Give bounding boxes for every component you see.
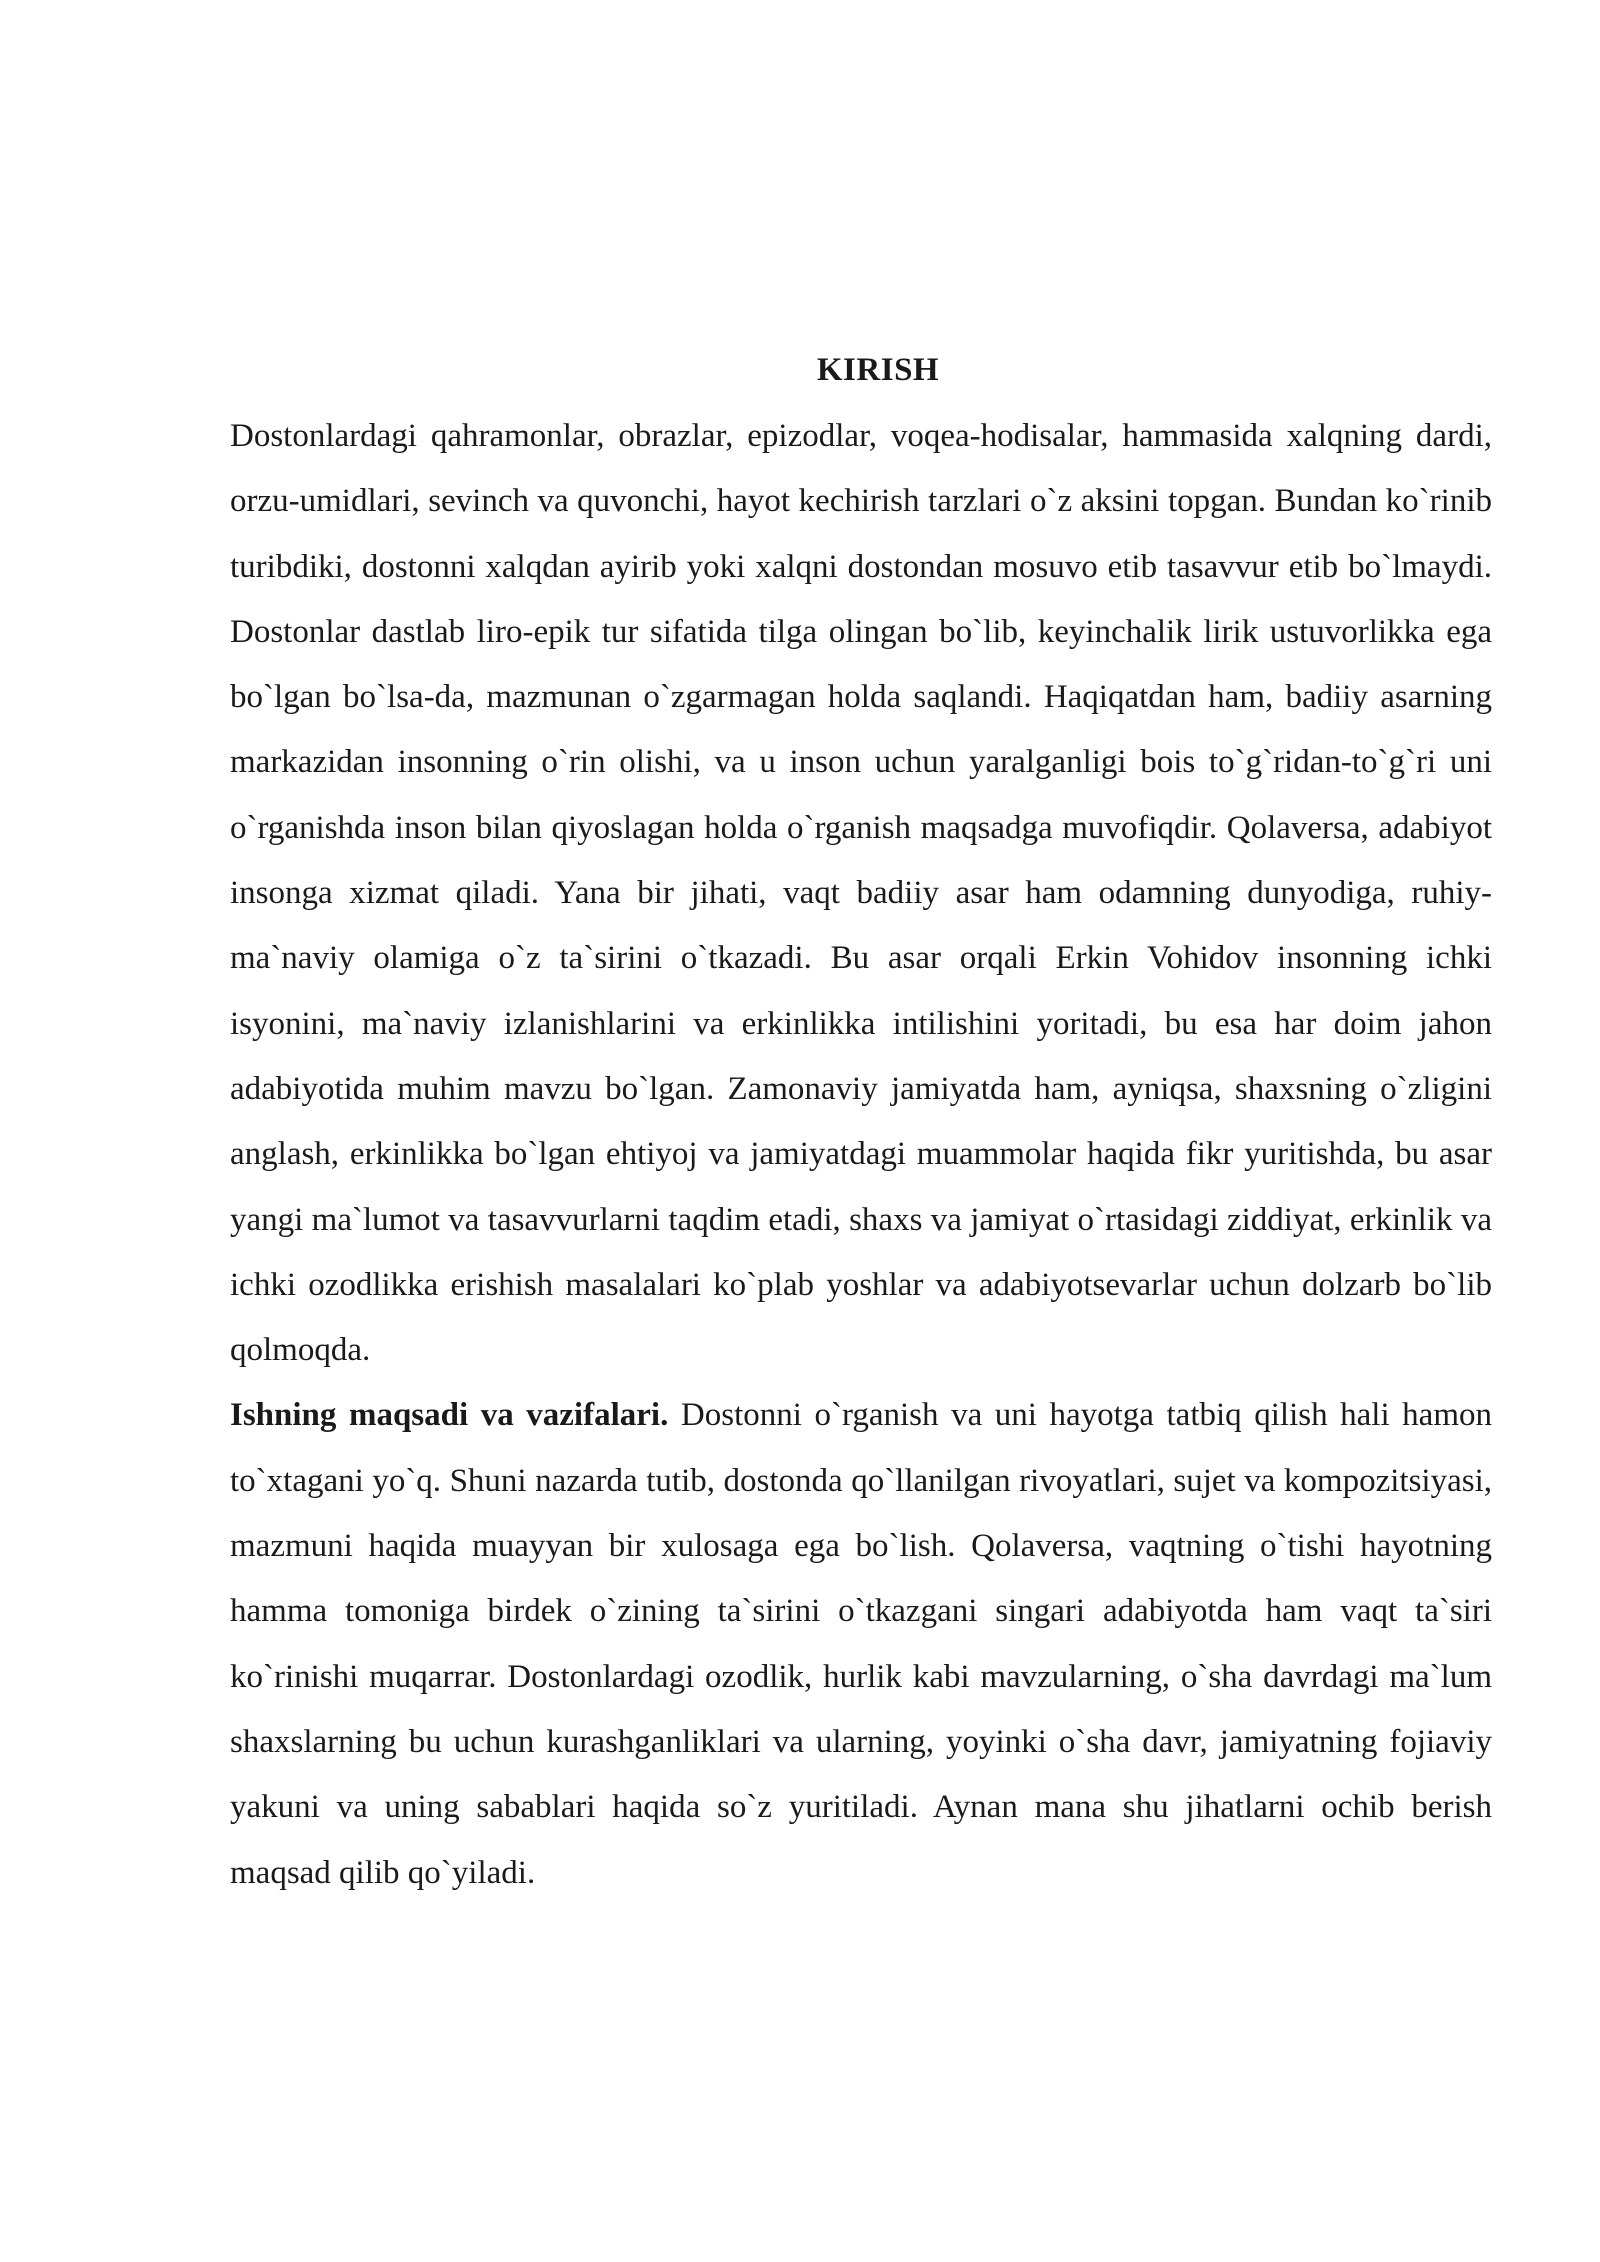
document-body [230,345,1492,1906]
goals-paragraph [230,1383,1492,1905]
goals-text: Dostonni o`rganish va uni hayotga tatbiq qilish hali hamon to`xtagani yo`q. Shuni nazarda tutib, dostonda qo`llanilgan rivoyatlari, sujet va kompozitsiyasi, mazmuni haqida muayyan bir xulosaga ega bo`lish. Qolaversa, vaqtning o`tishi hayotning hamma tomoniga birdek o`zining ta`sirini o`tkazgani singari adabiyotda ham vaqt ta`siri ko`rinishi muqarrar. Dostonlardagi ozodlik, hurlik kabi mavzularning, o`sha davrdagi ma`lum shaxslarning bu uchun kurashganliklari va ularning, yoyinki o`sha davr, jamiyatning fojiaviy yakuni va uning sabablari haqida so`z yuritiladi. Aynan mana shu jihatlarni ochib berish maqsad qilib qo`yiladi. [230,1397,1492,1891]
intro-paragraph: Dostonlardagi qahramonlar, obrazlar, epizodlar, voqea-hodisalar, hammasida xalqning dardi, orzu-umidlari, sevinch va quvonchi, hayot kechirish tarzlari o`z aksini topgan. Bundan ko`rinib turibdiki, dostonni xalqdan ayirib yoki xalqni dostondan mosuvo etib tasavvur etib bo`lmaydi. Dostonlar dastlab liro-epik tur sifatida tilga olingan bo`lib, keyinchalik lirik ustuvorlikka ega bo`lgan bo`lsa-da, mazmunan o`zgarmagan holda saqlandi. Haqiqatdan ham, badiiy asarning markazidan insonning o`rin olishi, va u inson uchun yaralganligi bois to`g`ridan-to`g`ri uni o`rganishda inson bilan qiyoslagan holda o`rganish maqsadga muvofiqdir. Qolaversa, adabiyot insonga xizmat qiladi. Yana bir jihati, vaqt badiiy asar ham odamning dunyodiga, ruhiy-ma`naviy olamiga o`z ta`sirini o`tkazadi. Bu asar orqali Erkin Vohidov insonning ichki isyonini, ma`naviy izlanishlarini va erkinlikka intilishini yoritadi, bu esa har doim jahon adabiyotida muhim mavzu bo`lgan. Zamonaviy jamiyatda ham, ayniqsa, shaxsning o`zligini anglash, erkinlikka bo`lgan ehtiyoj va jamiyatdagi muammolar haqida fikr yuritishda, bu asar yangi ma`lumot va tasavvurlarni taqdim etadi, shaxs va jamiyat o`rtasidagi ziddiyat, erkinlik va ichki ozodlikka erishish masalalari ko`plab yoshlar va adabiyotsevarlar uchun dolzarb bo`lib qolmoqda. [230,418,1492,1369]
page-title: KIRISH [816,352,940,388]
goals-heading: Ishning maqsadi va vazifalari. [230,1397,669,1434]
